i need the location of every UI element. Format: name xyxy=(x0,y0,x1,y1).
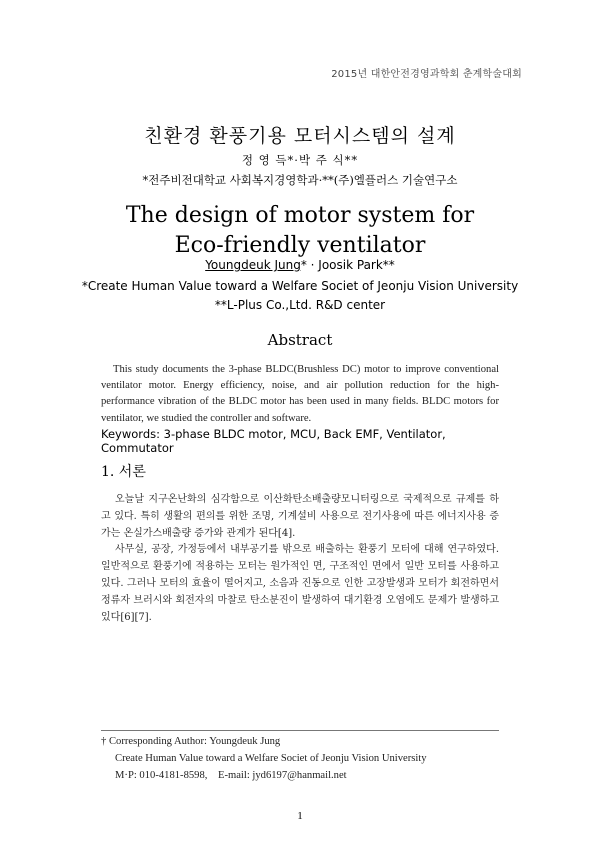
page-number: 1 xyxy=(297,810,303,822)
footnote-line-3: M·P: 010-4181-8598, E-mail: jyd6197@hanmail.net xyxy=(115,770,347,781)
footnote-divider xyxy=(101,730,499,731)
footnote xyxy=(101,733,521,784)
footnote-line-2: Create Human Value toward a Welfare Societ of Jeonju Vision University xyxy=(115,753,427,764)
paper-title-korean: 친환경 환풍기용 모터시스템의 설계 xyxy=(144,125,456,147)
authors-english xyxy=(0,258,600,272)
affiliation-english-2: **L-Plus Co.,Ltd. R&D center xyxy=(214,298,386,312)
footnote-line-1 xyxy=(101,733,521,750)
abstract-heading: Abstract xyxy=(267,331,333,349)
paper-title-english xyxy=(0,201,600,261)
author1-name: Youngdeuk Jung xyxy=(205,258,301,272)
abstract-body xyxy=(101,362,499,427)
author1-mark: * xyxy=(300,258,307,272)
dagger-mark: † xyxy=(101,736,107,747)
authors-korean: 정 영 득*·박 주 식** xyxy=(241,153,359,167)
author2-name: Joosik Park** xyxy=(318,258,395,272)
section-body xyxy=(101,492,499,626)
author-separator: · xyxy=(306,258,319,272)
affiliation-korean: *전주비전대학교 사회복지경영학과·**(주)엘플러스 기술연구소 xyxy=(142,173,458,187)
section-heading-introduction: 1. 서론 xyxy=(101,464,146,480)
paper-title-english-text: The design of motor system for Eco-friendly ventilator xyxy=(125,203,475,258)
footnote-author: Corresponding Author: Youngdeuk Jung xyxy=(108,736,281,747)
body-paragraph: 오늘날 지구온난화의 심각함으로 이산화탄소배출량모니터링으로 국제적으로 규제를 하고 있다. 특히 생활의 편의를 위한 조명, 기계설비 사용으로 전기사용에 따른 에너지사용 증가는 온실가스배출량 증가와 관계가 된다[4]. xyxy=(101,494,499,539)
affiliation-english-1: *Create Human Value toward a Welfare Societ of Jeonju Vision University xyxy=(81,279,519,293)
body-paragraph: 사무실, 공장, 가정등에서 내부공기를 밖으로 배출하는 환풍기 모터에 대해 연구하였다. 일반적으로 환풍기에 적용하는 모터는 원가적인 면, 구조적인 면에서 일반 모터를 사용하고 있다. 그러나 모터의 효율이 떨어지고, 소음과 진동으로 인한 고장발생과 모터가 회전하면서 정류자 브러시와 회전자의 마찰로 탄소분진이 발생하여 대기환경 오염에도 문제가 발생하고 있다[6][7]. xyxy=(101,544,499,623)
conference-header: 2015년 대한안전경영과학회 춘계학술대회 xyxy=(331,69,522,80)
abstract-text: This study documents the 3-phase BLDC(Brushless DC) motor to improve conventional ventilator motor. Energy efficiency, noise, and air pollution reduction for the high-performance vibration of the BLDC motor has been used in many fields. BLDC motors for ventilator, we studied the controller and software. xyxy=(101,364,499,424)
keywords: Keywords: 3-phase BLDC motor, MCU, Back EMF, Ventilator, Commutator xyxy=(101,427,446,455)
